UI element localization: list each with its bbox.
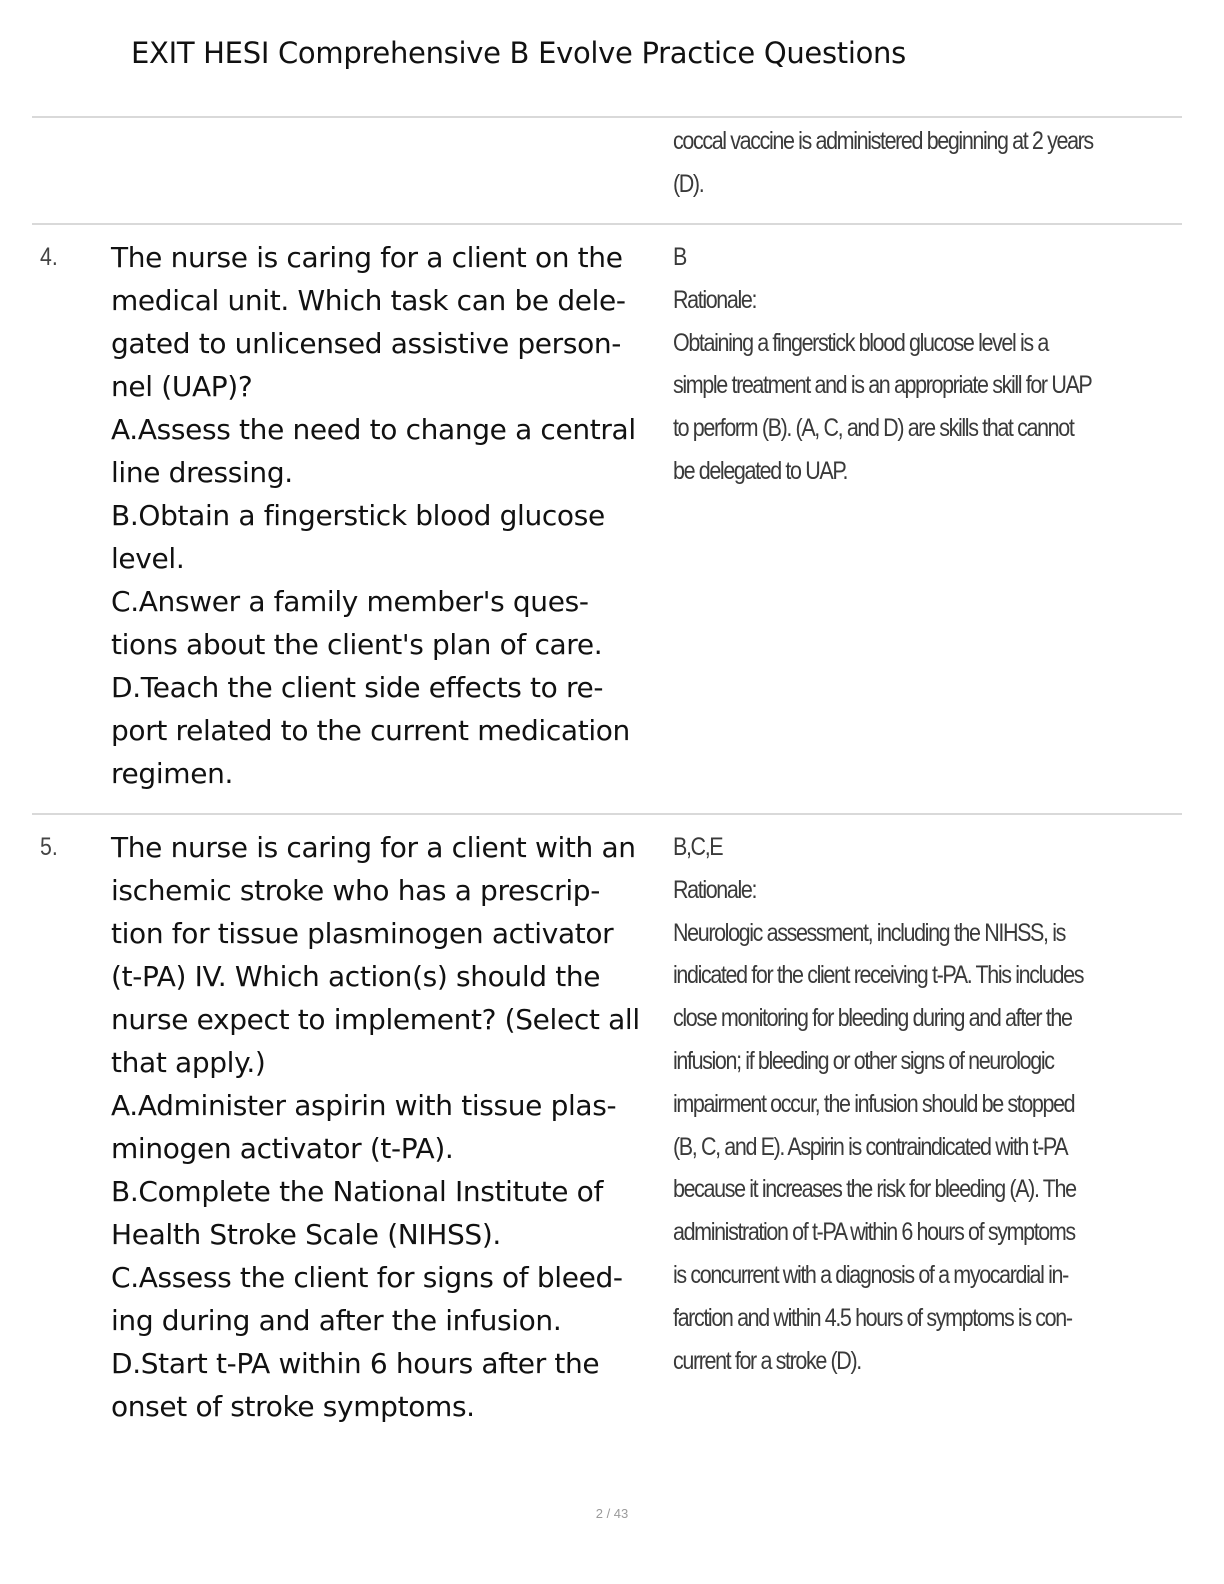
answer-option-b: B.Complete the National Institute of bbox=[111, 1175, 603, 1208]
answer-option-d: D.Teach the client side effects to re- bbox=[111, 671, 604, 704]
rationale-line: current for a stroke (D). bbox=[673, 1346, 861, 1375]
rationale-line: infusion; if bleeding or other signs of neurologic bbox=[673, 1046, 1054, 1075]
answer-option-b: B.Obtain a fingerstick blood glucose bbox=[111, 499, 605, 532]
divider-top bbox=[32, 116, 1182, 118]
correct-answer: B,C,E bbox=[673, 833, 723, 861]
question-line: onset of stroke symptoms. bbox=[111, 1390, 475, 1423]
correct-answer: B bbox=[673, 243, 686, 271]
question-line: ing during and after the infusion. bbox=[111, 1304, 562, 1337]
rationale-line: administration of t-PA within 6 hours of symptoms bbox=[673, 1218, 1075, 1247]
rationale-line: to perform (B). (A, C, and D) are skills that cannot bbox=[673, 414, 1074, 443]
question-line: level. bbox=[111, 542, 185, 575]
answer-rationale bbox=[673, 236, 1168, 493]
question-line: port related to the current medication bbox=[111, 714, 630, 747]
page-number: 2 / 43 bbox=[595, 1506, 629, 1521]
answer-option-a: A.Assess the need to change a central bbox=[111, 413, 636, 446]
question-line: tion for tissue plasminogen activator bbox=[111, 917, 614, 950]
question-line: (t-PA) IV. Which action(s) should the bbox=[111, 960, 601, 993]
question-line: tions about the client's plan of care. bbox=[111, 628, 603, 661]
answer-line: coccal vaccine is administered beginning at 2 years bbox=[673, 127, 1093, 155]
rationale-line: Obtaining a fingerstick blood glucose level is a bbox=[673, 328, 1048, 357]
rationale-line: be delegated to UAP. bbox=[673, 456, 848, 485]
rationale-line: because it increases the risk for bleeding (A). The bbox=[673, 1175, 1076, 1204]
question-text bbox=[111, 826, 671, 1428]
answer-rationale bbox=[673, 826, 1168, 1382]
answer-option-c: C.Assess the client for signs of bleed- bbox=[111, 1261, 623, 1294]
rationale-label: Rationale: bbox=[673, 875, 757, 904]
question-line: ischemic stroke who has a prescrip- bbox=[111, 874, 600, 907]
question-line: The nurse is caring for a client with an bbox=[111, 831, 636, 864]
rationale-line: farction and within 4.5 hours of symptoms is con- bbox=[673, 1303, 1072, 1332]
question-number: 4. bbox=[40, 243, 58, 271]
document-title: EXIT HESI Comprehensive B Evolve Practice Questions bbox=[131, 36, 906, 70]
question-line: Health Stroke Scale (NIHSS). bbox=[111, 1218, 501, 1251]
answer-line: (D). bbox=[673, 169, 704, 198]
rationale-line: close monitoring for bleeding during and after the bbox=[673, 1004, 1072, 1033]
question-line: regimen. bbox=[111, 757, 234, 790]
answer-option-a: A.Administer aspirin with tissue plas- bbox=[111, 1089, 617, 1122]
question-line: medical unit. Which task can be dele- bbox=[111, 284, 626, 317]
divider-q4 bbox=[32, 223, 1182, 225]
rationale-label: Rationale: bbox=[673, 285, 757, 314]
question-line: The nurse is caring for a client on the bbox=[111, 241, 623, 274]
rationale-line: (B, C, and E). Aspirin is contraindicated with t-PA bbox=[673, 1132, 1068, 1161]
rationale-line: impairment occur, the infusion should be stopped bbox=[673, 1089, 1075, 1118]
question-line: minogen activator (t-PA). bbox=[111, 1132, 454, 1165]
question-number: 5. bbox=[40, 833, 58, 861]
rationale-line: indicated for the client receiving t-PA. This includes bbox=[673, 961, 1084, 990]
question-line: that apply.) bbox=[111, 1046, 266, 1079]
question-line: nel (UAP)? bbox=[111, 370, 253, 403]
question-line: gated to unlicensed assistive person- bbox=[111, 327, 622, 360]
rationale-line: is concurrent with a diagnosis of a myocardial in- bbox=[673, 1260, 1068, 1289]
carryover-answer bbox=[673, 120, 1168, 206]
question-line: line dressing. bbox=[111, 456, 293, 489]
answer-option-c: C.Answer a family member's ques- bbox=[111, 585, 589, 618]
divider-q5 bbox=[32, 813, 1182, 815]
answer-option-d: D.Start t-PA within 6 hours after the bbox=[111, 1347, 600, 1380]
question-line: nurse expect to implement? (Select all bbox=[111, 1003, 640, 1036]
rationale-line: simple treatment and is an appropriate skill for UAP bbox=[673, 371, 1092, 400]
question-text bbox=[111, 236, 671, 795]
rationale-line: Neurologic assessment, including the NIHSS, is bbox=[673, 918, 1065, 947]
